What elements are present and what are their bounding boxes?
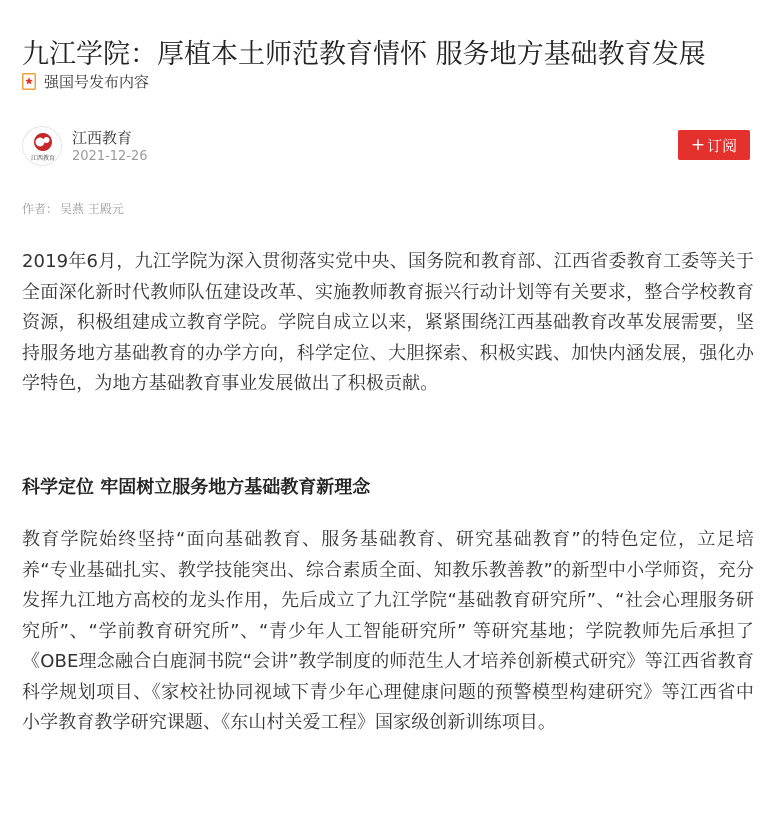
subscribe-label: 订阅 [707,136,738,155]
source-row [22,70,149,92]
publisher-name[interactable]: 江西教育 [72,129,133,147]
avatar[interactable] [22,126,62,166]
avatar-caption: 江西教育 [30,155,56,162]
subscribe-button[interactable] [678,130,750,160]
byline-names: 吴燕 王殿元 [60,202,124,216]
plus-icon: + [690,135,706,155]
byline [22,200,124,217]
byline-prefix: 作者： [22,202,59,216]
badge-icon [22,73,36,90]
section-heading: 科学定位 牢固树立服务地方基础教育新理念 [22,477,371,498]
article-title: 九江学院：厚植本土师范教育情怀 服务地方基础教育发展 [22,39,706,71]
article-paragraph: 2019年6月，九江学院为深入贯彻落实党中央、国务院和教育部、江西省委教育工委等关于全面深化新时代教师队伍建设改革、实施教师教育振兴行动计划等有关要求，整合学校教育资源，积极组建成立教育学院。学院自成立以来，紧紧围绕江西基础教育改革发展需要，坚持服务地方基础教育的办学方向，科学定位、大胆探索、积极实践、加快内涵发展，强化办学特色，为地方基础教育事业发展做出了积极贡献。 [22,251,754,394]
publisher-row [22,126,750,168]
publisher-logo-icon [23,127,62,166]
article-paragraph: 教育学院始终坚持“面向基础教育、服务基础教育、研究基础教育”的特色定位，立足培养“专业基础扎实、教学技能突出、综合素质全面、知教乐教善教”的新型中小学师资，充分发挥九江地方高校的龙头作用，先后成立了九江学院“基础教育研究所”、“社会心理服务研究所”、“学前教育研究所”、“青少年人工智能研究所” 等研究基地；学院教师先后承担了《OBE理念融合白鹿洞书院“会讲”教学制度的师范生人才培养创新模式研究》等江西省教育科学规划项目、《家校社协同视域下青少年心理健康问题的预警模型构建研究》等江西省中小学教育教学研究课题、《东山村关爱工程》国家级创新训练项目。 [22,529,754,733]
publish-date: 2021-12-26 [72,149,148,164]
source-label: 强国号发布内容 [44,72,150,91]
